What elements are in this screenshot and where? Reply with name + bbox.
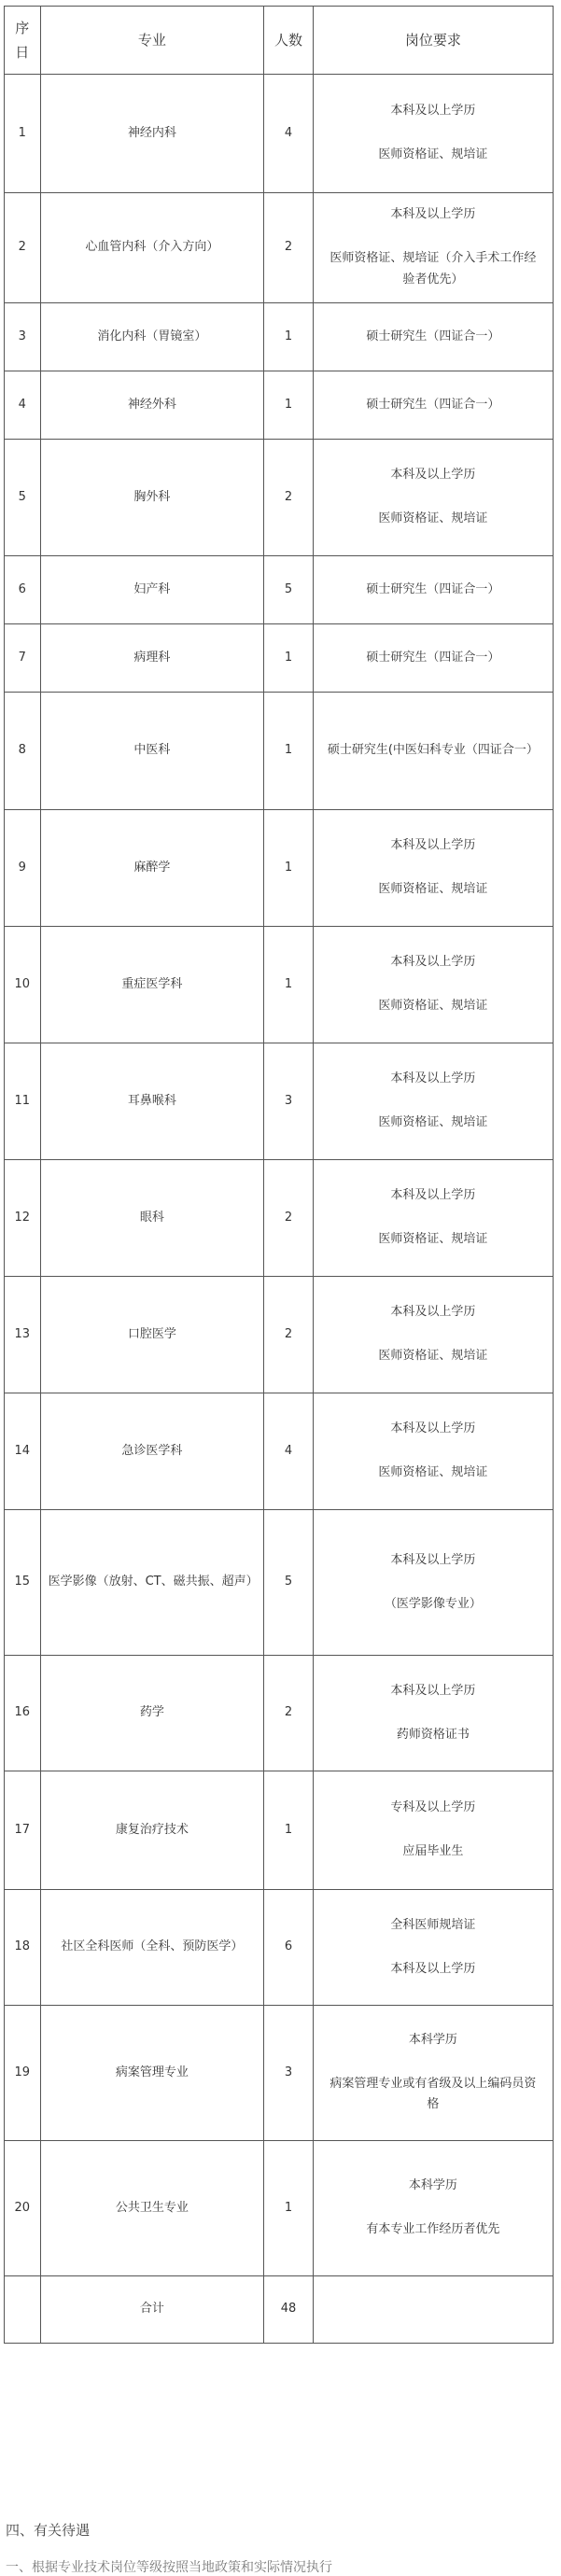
requirement-line: 专科及以上学历 bbox=[390, 1800, 476, 1815]
row-number: 16 bbox=[5, 1656, 41, 1771]
row-count: 2 bbox=[264, 193, 314, 303]
header-no: 序日 bbox=[5, 7, 41, 75]
row-number: 1 bbox=[5, 75, 41, 193]
requirement-line: 药师资格证书 bbox=[396, 1727, 470, 1742]
requirement-line: 本科及以上学历 bbox=[390, 1188, 476, 1203]
row-major: 重症医学科 bbox=[40, 927, 264, 1043]
row-major: 病案管理专业 bbox=[40, 2006, 264, 2141]
requirement-line: 本科及以上学历 bbox=[390, 207, 476, 222]
row-count: 1 bbox=[264, 1771, 314, 1890]
requirement-spacer bbox=[325, 857, 541, 879]
row-requirements bbox=[313, 1043, 553, 1160]
table-row bbox=[5, 1277, 554, 1393]
row-number: 9 bbox=[5, 810, 41, 927]
table-row bbox=[5, 303, 554, 371]
row-requirements bbox=[313, 2141, 553, 2276]
row-number: 4 bbox=[5, 371, 41, 440]
row-requirements bbox=[313, 193, 553, 303]
row-number: 6 bbox=[5, 556, 41, 624]
cut-off-text-line: 一、根据专业技术岗位等级按照当地政策和实际情况执行 bbox=[6, 2560, 332, 2575]
row-major: 口腔医学 bbox=[40, 1277, 264, 1393]
requirement-spacer bbox=[325, 1323, 541, 1346]
row-number: 13 bbox=[5, 1277, 41, 1393]
requirement-line: 应届毕业生 bbox=[402, 1844, 464, 1858]
table-header-row bbox=[5, 7, 554, 75]
total-row bbox=[5, 2276, 554, 2344]
requirement-spacer bbox=[325, 122, 541, 145]
row-major: 中医科 bbox=[40, 693, 264, 810]
row-major: 神经内科 bbox=[40, 75, 264, 193]
requirement-line: 本科学历 bbox=[408, 2032, 457, 2047]
row-requirements bbox=[313, 1160, 553, 1277]
table-row bbox=[5, 927, 554, 1043]
row-major: 急诊医学科 bbox=[40, 1393, 264, 1510]
row-number: 14 bbox=[5, 1393, 41, 1510]
requirement-line: 本科及以上学历 bbox=[390, 104, 476, 119]
requirement-line: 医师资格证、规培证 bbox=[378, 882, 488, 896]
row-major: 神经外科 bbox=[40, 371, 264, 440]
table-row bbox=[5, 810, 554, 927]
requirement-line: 医师资格证、规培证 bbox=[378, 511, 488, 525]
requirement-spacer bbox=[325, 226, 541, 248]
requirement-line: 硕士研究生（四证合一） bbox=[366, 397, 500, 412]
row-major: 公共卫生专业 bbox=[40, 2141, 264, 2276]
table-row bbox=[5, 1393, 554, 1510]
requirement-spacer bbox=[325, 1090, 541, 1113]
row-major: 病理科 bbox=[40, 624, 264, 693]
requirement-line: 本科及以上学历 bbox=[390, 1552, 476, 1567]
table-row bbox=[5, 1160, 554, 1277]
row-count: 2 bbox=[264, 440, 314, 556]
requirement-spacer bbox=[325, 1819, 541, 1841]
row-count: 1 bbox=[264, 693, 314, 810]
requirement-line: 医师资格证、规培证 bbox=[378, 1115, 488, 1129]
table-row bbox=[5, 371, 554, 440]
header-major: 专业 bbox=[40, 7, 264, 75]
table-row bbox=[5, 1771, 554, 1890]
requirement-line: 硕士研究生(中医妇科专业（四证合一） bbox=[327, 743, 539, 758]
total-empty-cell bbox=[313, 2276, 553, 2344]
row-major: 康复治疗技术 bbox=[40, 1771, 264, 1890]
row-count: 1 bbox=[264, 371, 314, 440]
row-major: 心血管内科（介入方向） bbox=[40, 193, 264, 303]
row-requirements bbox=[313, 1656, 553, 1771]
requirement-spacer bbox=[325, 1572, 541, 1594]
row-count: 5 bbox=[264, 1510, 314, 1656]
row-number: 10 bbox=[5, 927, 41, 1043]
header-requirements: 岗位要求 bbox=[313, 7, 553, 75]
row-number: 7 bbox=[5, 624, 41, 693]
table-row bbox=[5, 2141, 554, 2276]
row-major: 妇产科 bbox=[40, 556, 264, 624]
row-count: 3 bbox=[264, 2006, 314, 2141]
requirement-spacer bbox=[325, 1937, 541, 1959]
requirement-line: 全科医师规培证 bbox=[390, 1917, 476, 1932]
row-major: 医学影像（放射、CT、磁共振、超声） bbox=[40, 1510, 264, 1656]
row-number: 8 bbox=[5, 693, 41, 810]
table-row bbox=[5, 193, 554, 303]
row-number: 12 bbox=[5, 1160, 41, 1277]
row-requirements bbox=[313, 1890, 553, 2006]
row-count: 1 bbox=[264, 810, 314, 927]
requirement-spacer bbox=[325, 1702, 541, 1725]
table-row bbox=[5, 440, 554, 556]
requirement-line: 本科及以上学历 bbox=[390, 1421, 476, 1436]
requirement-line: 医师资格证、规培证 bbox=[378, 1349, 488, 1363]
row-count: 1 bbox=[264, 303, 314, 371]
row-count: 3 bbox=[264, 1043, 314, 1160]
row-major: 消化内科（胃镜室） bbox=[40, 303, 264, 371]
row-count: 4 bbox=[264, 75, 314, 193]
row-number: 2 bbox=[5, 193, 41, 303]
requirement-line: 医师资格证、规培证 bbox=[378, 1465, 488, 1479]
row-count: 2 bbox=[264, 1160, 314, 1277]
requirement-line: 医师资格证、规培证 bbox=[378, 999, 488, 1013]
requirement-line: 医师资格证、规培证 bbox=[378, 1232, 488, 1246]
row-count: 1 bbox=[264, 624, 314, 693]
requirement-spacer bbox=[325, 973, 541, 996]
requirement-line: 本科及以上学历 bbox=[390, 468, 476, 483]
row-requirements bbox=[313, 927, 553, 1043]
row-count: 5 bbox=[264, 556, 314, 624]
row-count: 1 bbox=[264, 2141, 314, 2276]
row-requirements bbox=[313, 371, 553, 440]
requirement-spacer bbox=[325, 1207, 541, 1229]
requirement-line: 本科及以上学历 bbox=[390, 1683, 476, 1698]
table-row bbox=[5, 693, 554, 810]
requirement-line: （医学影像专业） bbox=[384, 1596, 482, 1611]
recruitment-table bbox=[4, 6, 554, 2344]
requirement-line: 有本专业工作经历者优先 bbox=[366, 2222, 500, 2236]
requirement-line: 本科学历 bbox=[408, 2178, 457, 2193]
requirement-line: 医师资格证、规培证（介入手术工作经验者优先） bbox=[330, 251, 537, 287]
row-requirements bbox=[313, 556, 553, 624]
row-requirements bbox=[313, 810, 553, 927]
total-count: 48 bbox=[264, 2276, 314, 2344]
table-row bbox=[5, 1510, 554, 1656]
requirement-line: 本科及以上学历 bbox=[390, 1305, 476, 1320]
table-row bbox=[5, 624, 554, 693]
section-heading: 四、有关待遇 bbox=[6, 2522, 91, 2539]
requirement-spacer bbox=[325, 486, 541, 509]
row-count: 2 bbox=[264, 1277, 314, 1393]
row-requirements bbox=[313, 2006, 553, 2141]
row-requirements bbox=[313, 1277, 553, 1393]
row-requirements bbox=[313, 624, 553, 693]
table-row bbox=[5, 1656, 554, 1771]
row-major: 社区全科医师（全科、预防医学） bbox=[40, 1890, 264, 2006]
requirement-spacer bbox=[325, 1440, 541, 1463]
requirement-line: 本科及以上学历 bbox=[390, 955, 476, 970]
row-number: 5 bbox=[5, 440, 41, 556]
table-row bbox=[5, 1890, 554, 2006]
table-row bbox=[5, 1043, 554, 1160]
header-count: 人数 bbox=[264, 7, 314, 75]
row-requirements bbox=[313, 440, 553, 556]
row-number: 20 bbox=[5, 2141, 41, 2276]
row-major: 耳鼻喉科 bbox=[40, 1043, 264, 1160]
requirement-spacer bbox=[325, 2051, 541, 2074]
requirement-line: 硕士研究生（四证合一） bbox=[366, 650, 500, 665]
requirement-spacer bbox=[325, 2197, 541, 2219]
requirement-line: 硕士研究生（四证合一） bbox=[366, 581, 500, 596]
requirement-line: 本科及以上学历 bbox=[390, 838, 476, 853]
row-requirements bbox=[313, 693, 553, 810]
total-empty-cell bbox=[5, 2276, 41, 2344]
row-count: 4 bbox=[264, 1393, 314, 1510]
row-count: 6 bbox=[264, 1890, 314, 2006]
requirement-line: 本科及以上学历 bbox=[390, 1071, 476, 1086]
total-label: 合计 bbox=[40, 2276, 264, 2344]
row-requirements bbox=[313, 1771, 553, 1890]
table-row bbox=[5, 75, 554, 193]
row-major: 眼科 bbox=[40, 1160, 264, 1277]
row-number: 15 bbox=[5, 1510, 41, 1656]
requirement-line: 本科及以上学历 bbox=[390, 1961, 476, 1976]
row-number: 17 bbox=[5, 1771, 41, 1890]
row-number: 19 bbox=[5, 2006, 41, 2141]
table-row bbox=[5, 2006, 554, 2141]
row-requirements bbox=[313, 303, 553, 371]
table-row bbox=[5, 556, 554, 624]
requirement-line: 医师资格证、规培证 bbox=[378, 147, 488, 161]
requirement-line: 硕士研究生（四证合一） bbox=[366, 329, 500, 343]
row-count: 1 bbox=[264, 927, 314, 1043]
row-number: 11 bbox=[5, 1043, 41, 1160]
row-requirements bbox=[313, 75, 553, 193]
row-major: 胸外科 bbox=[40, 440, 264, 556]
row-number: 3 bbox=[5, 303, 41, 371]
row-requirements bbox=[313, 1393, 553, 1510]
row-number: 18 bbox=[5, 1890, 41, 2006]
row-count: 2 bbox=[264, 1656, 314, 1771]
row-major: 麻醉学 bbox=[40, 810, 264, 927]
row-major: 药学 bbox=[40, 1656, 264, 1771]
requirement-line: 病案管理专业或有省级及以上编码员资格 bbox=[330, 2076, 537, 2112]
row-requirements bbox=[313, 1510, 553, 1656]
